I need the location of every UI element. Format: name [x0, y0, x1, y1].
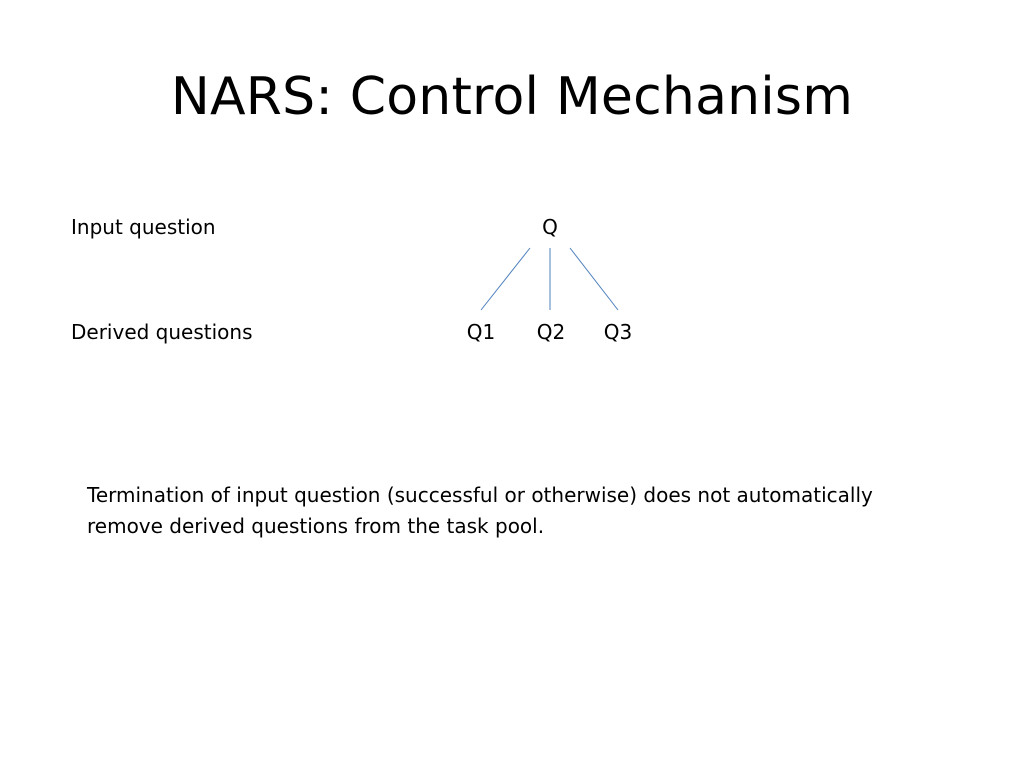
tree-node-q3: Q3	[603, 320, 633, 344]
edge-q-to-q1	[481, 248, 530, 310]
derived-questions-label: Derived questions	[71, 320, 253, 344]
input-question-label: Input question	[71, 215, 216, 239]
termination-note: Termination of input question (successful or otherwise) does not automatically remove derived questions from the task pool.	[87, 483, 873, 538]
slide-title: NARS: Control Mechanism	[170, 67, 854, 127]
tree-node-q2: Q2	[536, 320, 566, 344]
edge-q-to-q3	[570, 248, 618, 310]
tree-node-q1: Q1	[466, 320, 496, 344]
tree-node-q: Q	[542, 215, 558, 239]
